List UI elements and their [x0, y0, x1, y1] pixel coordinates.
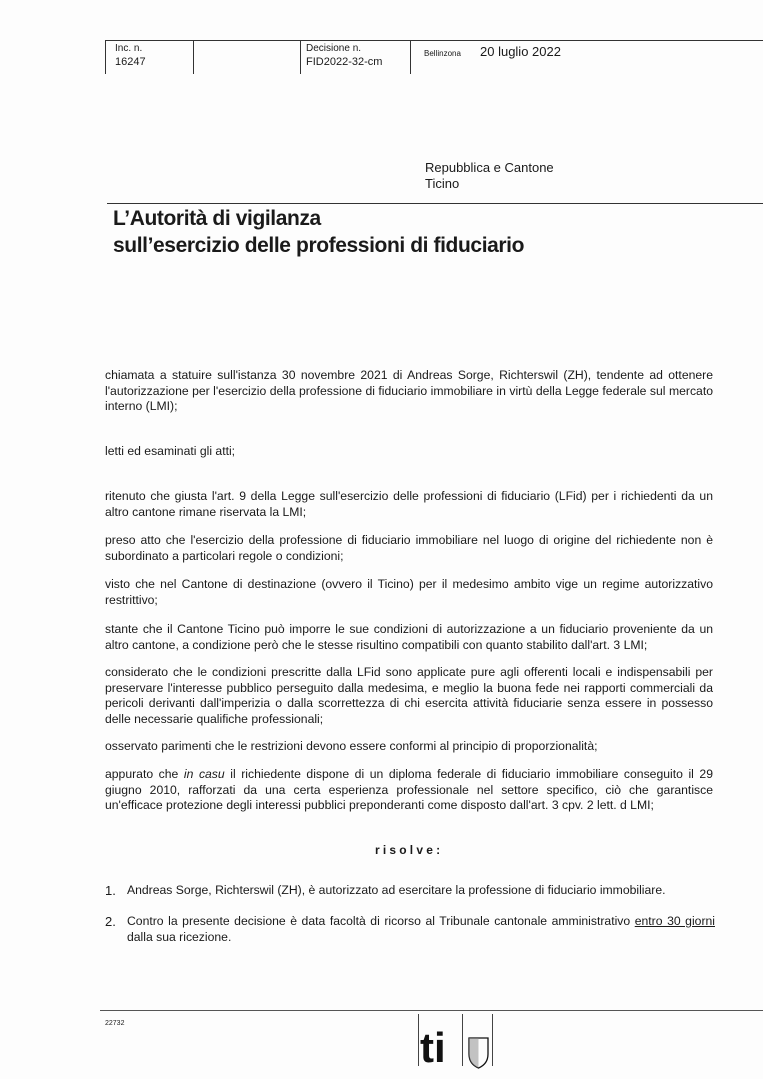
issuer-line-1: Repubblica e Cantone	[425, 160, 554, 175]
resolves-heading: risolve:	[375, 843, 444, 857]
paragraph: stante che il Cantone Ticino può imporre le sue condizioni di autorizzazione a un fiduciario proveniente da un altro cantone, a condizione però che le stesse risultino compatibili con quanto stabilito dall'art. 3 LMI;	[105, 622, 713, 652]
item-text: Andreas Sorge, Richterswil (ZH), è autorizzato ad esercitare la professione di fiduciario immobiliare.	[127, 883, 666, 897]
paragraph: considerato che le condizioni prescritte dalla LFid sono applicate pure agli offerenti locali e indispensabili per preservare l'interesse pubblico perseguito dalla medesima, e meglio la buona fede nei rapporti commerciali da pericoli derivanti dall'imperizia o dalla scorrettezza di chi esercita attività fiduciarie senza essere in possesso delle necessarie qualifiche professionali;	[105, 665, 713, 726]
paragraph: appurato che in casu il richiedente dispone di un diploma federale di fiduciario immobiliare conseguito il 29 giugno 2010, rafforzati da una certa esperienza professionale nel settore specifico, ciò che garantisce un'efficace protezione degli interessi pubblici preponderanti come disposto dall'art. 3 cpv. 2 lett. d LMI;	[105, 767, 713, 812]
paragraph: letti ed esaminati gli atti;	[105, 444, 236, 458]
canton-shield-icon	[469, 1038, 488, 1068]
issuer-line-2: Ticino	[425, 176, 460, 191]
logo-text: ti	[420, 1024, 446, 1071]
authority-title	[113, 205, 713, 259]
italic-phrase: in casu	[183, 767, 225, 781]
header-divider	[105, 40, 106, 74]
deadline: entro 30 giorni	[634, 914, 715, 928]
decision-date: 20 luglio 2022	[480, 44, 561, 59]
ticino-logo	[418, 1014, 498, 1072]
authority-line-2: sull’esercizio delle professioni di fiduciario	[113, 234, 525, 257]
inc-label: Inc. n.	[115, 43, 143, 54]
paragraph: visto che nel Cantone di destinazione (ovvero il Ticino) per il medesimo ambito vige un regime autorizzativo restrittivo;	[105, 577, 713, 607]
header-divider	[300, 40, 301, 74]
item-number: 1.	[105, 883, 116, 898]
item-text: Contro la presente decisione è data facoltà di ricorso al Tribunale cantonale amministrativo entro 30 giorni dalla sua ricezione.	[127, 914, 715, 944]
footer-rule	[100, 1010, 763, 1011]
form-code: 22732	[105, 1020, 125, 1027]
inc-number: 16247	[115, 56, 146, 68]
header-divider	[410, 40, 411, 74]
place: Bellinzona	[424, 49, 461, 58]
header-top-rule	[105, 40, 763, 41]
authority-line-1: L’Autorità di vigilanza	[113, 207, 321, 230]
paragraph: ritenuto che giusta l'art. 9 della Legge sull'esercizio delle professioni di fiduciario (LFid) per i richiedenti da un altro cantone rimane riservata la LMI;	[105, 489, 713, 519]
paragraph: chiamata a statuire sull'istanza 30 novembre 2021 di Andreas Sorge, Richterswil (ZH), tendente ad ottenere l'autorizzazione per l'esercizio della professione di fiduciario immobiliare in virtù della Legge federale sul mercato interno (LMI);	[105, 368, 713, 413]
decision-label: Decisione n.	[306, 43, 362, 54]
decision-number: FID2022-32-cm	[306, 56, 383, 68]
title-rule	[107, 203, 763, 204]
paragraph: preso atto che l'esercizio della professione di fiduciario immobiliare nel luogo di origine del richiedente non è subordinato a particolari regole o condizioni;	[105, 533, 713, 563]
header-divider	[193, 40, 194, 74]
item-number: 2.	[105, 914, 116, 929]
paragraph: osservato parimenti che le restrizioni devono essere conformi al principio di proporzionalità;	[105, 739, 598, 753]
issuer	[425, 160, 554, 192]
